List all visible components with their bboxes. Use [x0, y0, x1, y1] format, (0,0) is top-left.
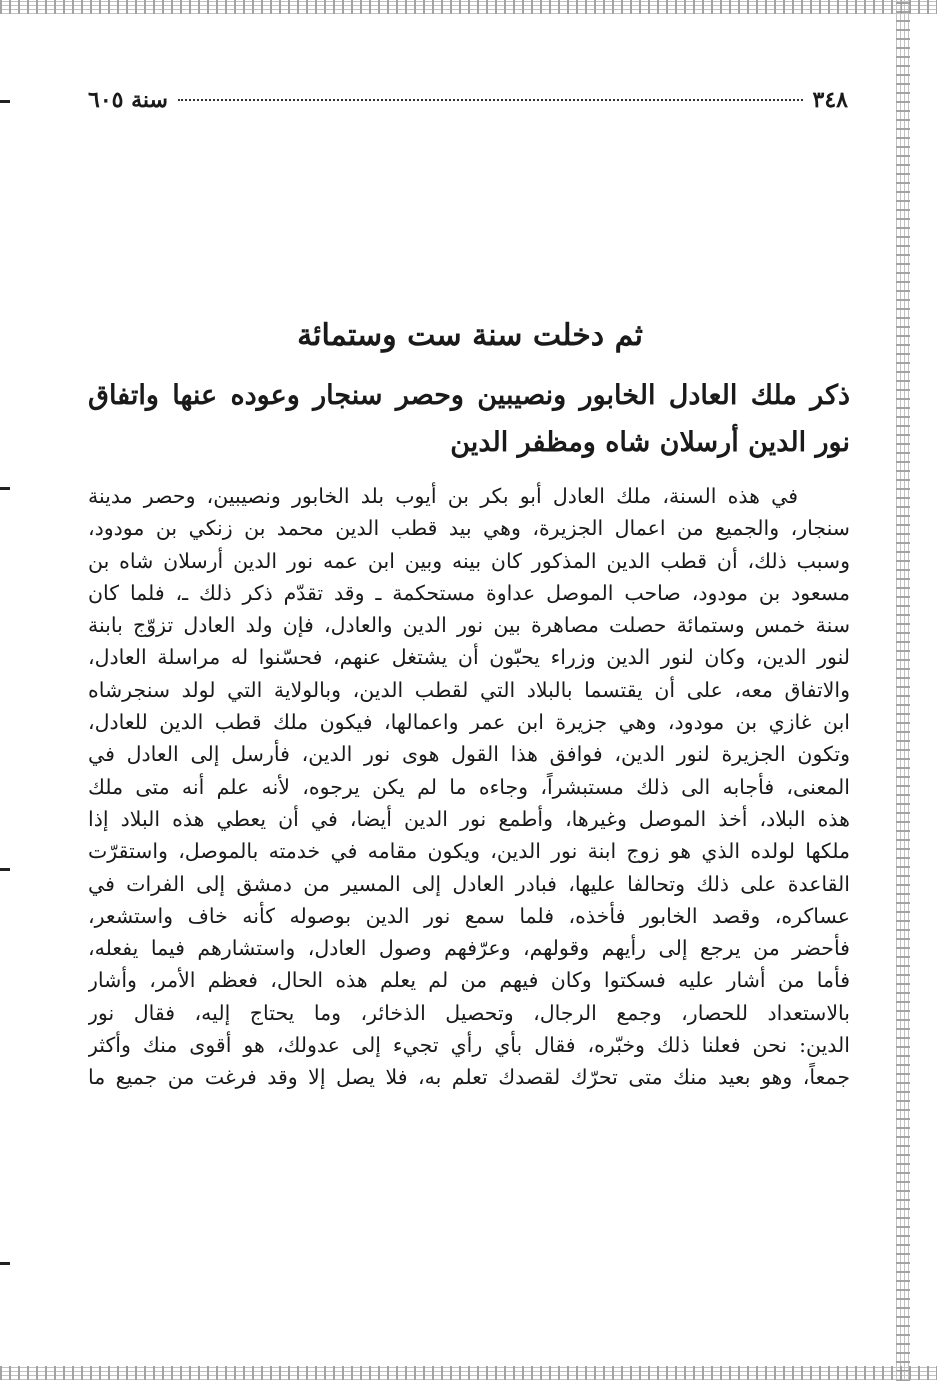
chapter-heading: ذكر ملك العادل الخابور ونصيبين وحصر سنجار وعوده عنها واتفاق نور الدين أرسلان شاه ومظفر الدين: [88, 380, 850, 458]
text-line: وسبب ذلك، أن قطب الدين المذكور كان بينه وبين ابن عمه نور الدين أرسلان شاه بن: [88, 548, 850, 573]
text-line: بالاستعداد للحصار، وجمع الرجال، وتحصيل الذخائر، وما يحتاج إليه، فقال نور: [88, 1000, 850, 1025]
margin-mark: [0, 100, 10, 103]
text-line: فأحضر من يرجع إلى رأيهم وقولهم، وعرّفهم وصول العادل، واستشارهم فيما يفعله،: [88, 936, 850, 961]
text-line: القاعدة على ذلك وتحالفا عليها، فبادر العادل إلى المسير من دمشق إلى الفرات في: [88, 871, 850, 896]
margin-mark: [0, 868, 10, 871]
text-line: جمعاً، وهو بعيد منك متى تحرّك لقصدك تعلم به، فلا يصل إلا وقد فرغت من جميع ما: [88, 1065, 850, 1090]
text-line: ملكها لولده الذي هو زوج ابنة نور الدين، ويكون مقامه في خدمته بالموصل، واستقرّت: [88, 839, 850, 864]
ornamental-border-top: [0, 0, 937, 14]
margin-mark: [0, 1262, 10, 1265]
ornamental-border-bottom: [0, 1366, 937, 1380]
text-line: في هذه السنة، ملك العادل أبو بكر بن أيوب بلد الخابور ونصيبين، وحصر مدينة: [88, 484, 798, 508]
text-line: هذه البلاد، أخذ الموصل وغيرها، وأطمع نور الدين أيضا، في أن يعطي هذه البلاد إذا: [88, 806, 850, 831]
body-text: [88, 480, 850, 1094]
text-line: والاتفاق معه، على أن يقتسما بالبلاد التي لقطب الدين، وبالولاية التي لولد سنجرشاه: [88, 677, 850, 702]
dotted-leader: [178, 99, 803, 101]
text-line: فأما من أشار عليه فسكتوا وكان فيهم من لم يعلم هذه الحال، فعظم الأمر، وأشار: [88, 968, 850, 993]
text-line: الدين: نحن فعلنا ذلك وخبّره، فقال بأي رأي تجيء إلى عدولك، هو أقوى منك وأكثر: [88, 1033, 850, 1058]
ornamental-border-right: [896, 0, 910, 1381]
text-line: المعنى، فأجابه الى ذلك مستبشراً، وجاءه ما لم يكن يرجوه، لأنه علم أنه متى ملك: [88, 774, 850, 799]
text-line: لنور الدين، وكان لنور الدين وزراء يحبّون أن يشتغل عنهم، فحسّنوا له مراسلة العادل،: [88, 645, 850, 670]
text-line: سنة خمس وستمائة حصلت مصاهرة بين نور الدين والعادل، فإن ولد العادل تزوّج بابنة: [88, 613, 850, 638]
running-header: [88, 82, 848, 118]
page-number: ٣٤٨: [812, 87, 848, 113]
text-line: سنجار، والجميع من اعمال الجزيرة، وهي بيد قطب الدين محمد بن زنكي بن مودود،: [88, 516, 850, 541]
running-title: سنة ٦٠٥: [88, 87, 168, 113]
text-line: مسعود بن مودود، صاحب الموصل عداوة مستحكمة ـ وقد تقدّم ذكر ذلك ـ، فلما كان: [88, 580, 850, 605]
text-line: ابن غازي بن مودود، وهي جزيرة ابن عمر واعمالها، فيكون ملك قطب الدين للعادل،: [88, 710, 850, 735]
margin-mark: [0, 487, 10, 490]
section-title: ثم دخلت سنة ست وستمائة: [297, 318, 643, 353]
text-line: عساكره، وقصد الخابور فأخذه، فلما سمع نور الدين بوصوله كأنه خاف واستشعر،: [88, 903, 850, 928]
text-line: وتكون الجزيرة لنور الدين، فوافق هذا القول هوى نور الدين، فأرسل إلى العادل في: [88, 742, 850, 767]
